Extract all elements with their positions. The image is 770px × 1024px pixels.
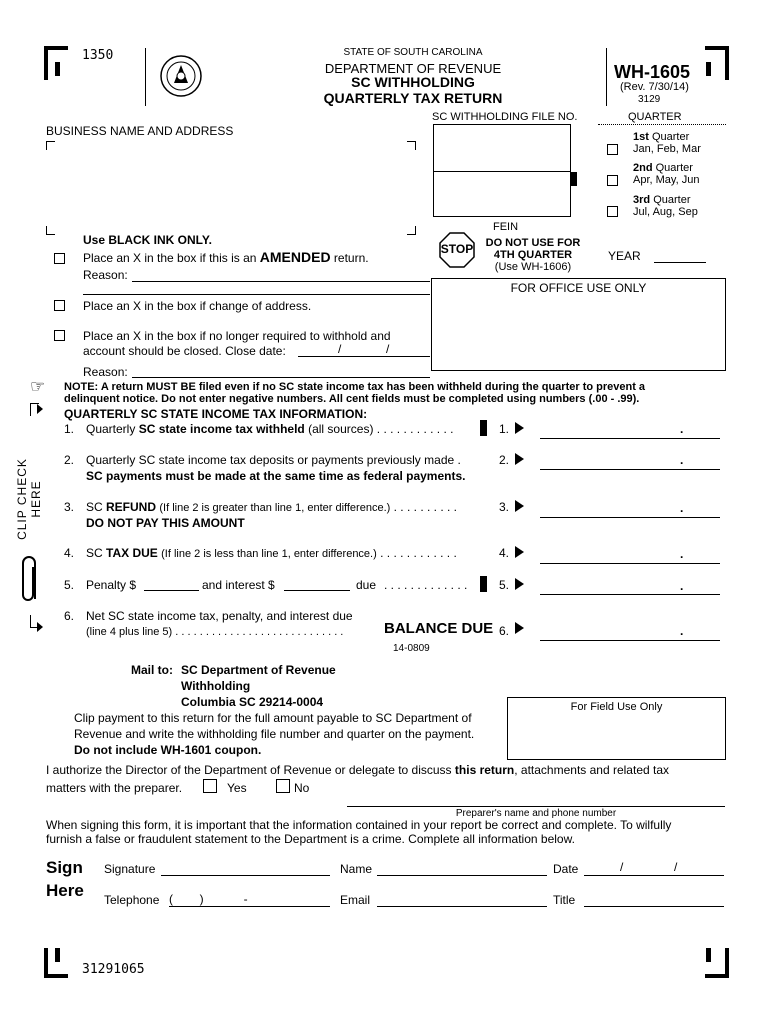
quarter-checkbox-2[interactable] — [607, 175, 618, 186]
balance-due-label: BALANCE DUE — [384, 620, 494, 637]
date-slash-1: / — [620, 860, 624, 874]
line1-text — [86, 422, 453, 436]
line2-amount-field[interactable] — [540, 469, 720, 470]
form-title-line1: SC WITHHOLDING — [351, 74, 475, 90]
line4-text-b: TAX DUE — [106, 546, 158, 560]
line5-cent-dot: . — [680, 579, 684, 593]
corner-block-top-right — [706, 62, 711, 76]
email-field[interactable] — [377, 906, 547, 907]
line3-text-c: (If line 2 is greater than line 1, enter difference.) — [159, 502, 391, 514]
department-name: DEPARTMENT OF REVENUE — [324, 61, 502, 76]
line5-number: 5. — [64, 578, 75, 592]
quarter-2-months: Apr, May, Jun — [633, 174, 700, 186]
line3-text-a: SC — [86, 500, 103, 514]
line2-number: 2. — [64, 453, 75, 467]
line3-amount-field[interactable] — [540, 517, 720, 518]
line5-penalty-field[interactable] — [144, 590, 199, 591]
date-slash-2: / — [674, 860, 678, 874]
telephone-field[interactable] — [169, 906, 330, 907]
line1-arrow-icon — [515, 422, 524, 434]
telephone-label: Telephone — [104, 893, 160, 907]
address-change-text: Place an X in the box if change of address. — [83, 299, 312, 313]
amended-text-post: return. — [333, 251, 369, 265]
state-seal-icon — [160, 55, 202, 97]
close-account-text-1: Place an X in the box if no longer required to withhold and — [83, 329, 391, 343]
clip-check-label: CLIP CHECK HERE — [15, 458, 43, 540]
amended-reason-label: Reason: — [83, 268, 128, 282]
preparer-label: Preparer's name and phone number — [455, 808, 617, 819]
business-name-label: BUSINESS NAME AND ADDRESS — [46, 124, 234, 138]
line6-ref: 6. — [499, 624, 510, 638]
authorize-yes-checkbox[interactable] — [203, 779, 217, 793]
quarter-3-suffix: Quarter — [653, 194, 691, 206]
form-code-top: 1350 — [82, 48, 114, 63]
warning-line-2: furnish a false or fraudulent statement to the Department is a crime. Complete all information below. — [46, 832, 575, 846]
mail-to-label: Mail to: — [131, 663, 173, 677]
file-no-marker — [571, 172, 577, 186]
line6-cent-dot: . — [680, 624, 684, 638]
quarter-1-name: 1st — [633, 131, 649, 143]
line5-interest-label: and interest $ — [202, 578, 275, 592]
line6-text-b: (line 4 plus line 5) . . . . . . . . . . . . . . . . . . . . . . . . . . . . — [86, 626, 344, 638]
quarter-1-label — [633, 131, 689, 143]
line4-number: 4. — [64, 546, 75, 560]
sign-label: Sign — [46, 858, 83, 877]
form-title-line2: QUARTERLY TAX RETURN — [323, 90, 503, 106]
line5-amount-field[interactable] — [540, 594, 720, 595]
form-revision: (Rev. 7/30/14) — [620, 81, 689, 93]
address-bracket-bl — [46, 226, 55, 235]
line-code: 14-0809 — [393, 643, 430, 654]
info-heading: QUARTERLY SC STATE INCOME TAX INFORMATION: — [64, 407, 368, 421]
line5-due-label: due — [356, 578, 377, 592]
authorize-text-b: this return — [454, 763, 515, 777]
pointing-hand-icon: ☞ — [30, 377, 46, 396]
address-bracket-br — [407, 226, 416, 235]
amended-word: AMENDED — [259, 249, 331, 265]
stop-note-line3: (Use WH-1606) — [494, 261, 572, 273]
quarter-3-months: Jul, Aug, Sep — [633, 206, 698, 218]
authorize-text-c: , attachments and related tax — [514, 763, 670, 777]
amended-reason-field-2[interactable] — [83, 294, 430, 295]
title-label: Title — [553, 893, 576, 907]
line5-arrow-icon — [515, 578, 524, 590]
authorize-no-checkbox[interactable] — [276, 779, 290, 793]
line6-text-a: Net SC state income tax, penalty, and interest due — [86, 609, 353, 623]
quarter-2-label — [633, 162, 693, 174]
clip-arrow-bottom-head — [37, 622, 43, 632]
name-field[interactable] — [377, 875, 547, 876]
line4-text — [86, 546, 457, 560]
corner-block-bottom-right — [706, 948, 711, 962]
line4-text-d: . . . . . . . . . . . . — [380, 546, 457, 560]
line4-cent-dot: . — [680, 547, 684, 561]
line3-arrow-icon — [515, 500, 524, 512]
quarter-checkbox-1[interactable] — [607, 144, 618, 155]
line6-amount-field[interactable] — [540, 640, 720, 641]
line1-amount-field[interactable] — [540, 438, 720, 439]
line1-marker — [480, 420, 487, 436]
line3-cent-dot: . — [680, 501, 684, 515]
clip-payment-1: Clip payment to this return for the full amount payable to SC Department of — [74, 711, 472, 725]
note-line-1: NOTE: A return MUST BE filed even if no SC state income tax has been withheld during the quarter to prevent a — [64, 381, 646, 393]
quarter-3-label — [633, 194, 690, 206]
header-divider-right — [606, 48, 607, 106]
email-label: Email — [340, 893, 371, 907]
clip-arrow-top-head — [37, 404, 43, 414]
file-no-label: SC WITHHOLDING FILE NO. — [432, 111, 578, 123]
preparer-field[interactable] — [347, 806, 725, 807]
line5-dots: . . . . . . . . . . . . . — [384, 578, 468, 592]
quarter-label: QUARTER — [628, 111, 682, 123]
amended-reason-field[interactable] — [132, 281, 430, 282]
line4-text-c: (If line 2 is less than line 1, enter difference.) — [161, 548, 377, 560]
line4-ref: 4. — [499, 546, 510, 560]
date-field[interactable] — [584, 875, 724, 876]
stop-note-line1: DO NOT USE FOR — [485, 237, 581, 249]
business-address-area[interactable] — [55, 148, 405, 226]
corner-block-top-left — [55, 62, 60, 76]
line5-marker — [480, 576, 487, 592]
close-reason-field[interactable] — [132, 377, 430, 378]
mail-address-1: SC Department of Revenue — [181, 663, 336, 677]
form-rev-code: 3129 — [638, 94, 661, 105]
clip-payment-3: Do not include WH-1601 coupon. — [74, 743, 262, 757]
authorize-line-1 — [46, 763, 669, 777]
line3-text — [86, 500, 457, 514]
close-reason-label: Reason: — [83, 365, 128, 379]
authorize-no-label: No — [294, 781, 310, 795]
authorize-line-2: matters with the preparer. — [46, 781, 183, 795]
warning-line-1: When signing this form, it is important that the information contained in your report be correct and complete. To wilfully — [46, 818, 672, 832]
line1-text-b: SC state income tax withheld — [138, 422, 305, 436]
clip-payment-2: Revenue and write the withholding file number and quarter on the payment. — [74, 727, 475, 741]
mail-address-3: Columbia SC 29214-0004 — [181, 695, 324, 709]
here-label: Here — [46, 881, 84, 900]
stop-note-line2: 4TH QUARTER — [493, 249, 573, 261]
quarter-2-name: 2nd — [633, 162, 653, 174]
amended-checkbox[interactable] — [54, 253, 65, 264]
address-bracket-tr — [407, 141, 416, 150]
signature-label: Signature — [104, 862, 156, 876]
close-date-slash-2: / — [386, 342, 390, 356]
file-no-field[interactable] — [433, 124, 571, 172]
line1-text-c: (all sources) . . . . . . . . . . . . — [308, 422, 454, 436]
line2-arrow-icon — [515, 453, 524, 465]
quarter-2-suffix: Quarter — [655, 162, 693, 174]
quarter-1-months: Jan, Feb, Mar — [633, 143, 701, 155]
line1-cent-dot: . — [680, 422, 684, 436]
amended-text — [83, 249, 369, 265]
line3-text-b: REFUND — [106, 500, 157, 514]
form-code-bottom: 31291065 — [82, 962, 145, 977]
line3-number: 3. — [64, 500, 75, 514]
state-name: STATE OF SOUTH CAROLINA — [343, 47, 483, 58]
line3-ref: 3. — [499, 500, 510, 514]
title-field[interactable] — [584, 906, 724, 907]
address-change-checkbox[interactable] — [54, 300, 65, 311]
line2-text: Quarterly SC state income tax deposits or payments previously made . — [86, 453, 461, 467]
year-field[interactable] — [654, 262, 706, 263]
close-date-field[interactable] — [298, 356, 430, 357]
line1-number: 1. — [64, 422, 75, 436]
note-line-2: delinquent notice. Do not enter negative numbers. All cent fields must be completed using numbers (.00 - .99). — [64, 393, 640, 405]
line1-text-a: Quarterly — [86, 422, 136, 436]
black-ink-note: Use BLACK INK ONLY. — [83, 233, 212, 247]
header-divider-left — [145, 48, 146, 106]
field-use-label: For Field Use Only — [570, 701, 663, 713]
line4-arrow-icon — [515, 546, 524, 558]
line2-ref: 2. — [499, 453, 510, 467]
stop-sign-text: STOP — [440, 242, 474, 256]
quarter-checkbox-3[interactable] — [607, 206, 618, 217]
line2-cent-dot: . — [680, 453, 684, 467]
line5-ref: 5. — [499, 578, 510, 592]
quarter-3-name: 3rd — [633, 194, 651, 206]
close-account-text-2: account should be closed. Close date: — [83, 344, 286, 358]
line4-amount-field[interactable] — [540, 563, 720, 564]
mail-address-2: Withholding — [181, 679, 251, 693]
office-use-label: FOR OFFICE USE ONLY — [510, 281, 647, 295]
fein-field[interactable] — [433, 171, 571, 217]
line3-text-d: . . . . . . . . . . — [393, 500, 457, 514]
form-number: WH-1605 — [614, 62, 691, 82]
line1-ref: 1. — [499, 422, 510, 436]
fein-label: FEIN — [493, 221, 519, 233]
authorize-text-a: I authorize the Director of the Department of Revenue or delegate to discuss — [46, 763, 452, 777]
corner-block-bottom-left — [55, 948, 60, 962]
quarter-1-suffix: Quarter — [651, 131, 690, 143]
close-account-checkbox[interactable] — [54, 330, 65, 341]
signature-field[interactable] — [161, 875, 330, 876]
line5-penalty-label: Penalty $ — [86, 578, 137, 592]
close-date-slash-1: / — [338, 342, 342, 356]
name-label: Name — [340, 862, 373, 876]
address-bracket-tl — [46, 141, 55, 150]
line4-text-a: SC — [86, 546, 103, 560]
line6-number: 6. — [64, 609, 75, 623]
telephone-format: ( ) - — [169, 892, 248, 906]
year-label: YEAR — [608, 249, 641, 263]
line2-text-b: SC payments must be made at the same time as federal payments. — [86, 469, 466, 483]
line6-arrow-icon — [515, 622, 524, 634]
authorize-yes-label: Yes — [227, 781, 247, 795]
amended-text-pre: Place an X in the box if this is an — [83, 251, 257, 265]
line3-text-e: DO NOT PAY THIS AMOUNT — [86, 516, 245, 530]
paper-clip-icon — [21, 555, 37, 610]
line5-interest-field[interactable] — [284, 590, 350, 591]
date-label: Date — [553, 862, 579, 876]
